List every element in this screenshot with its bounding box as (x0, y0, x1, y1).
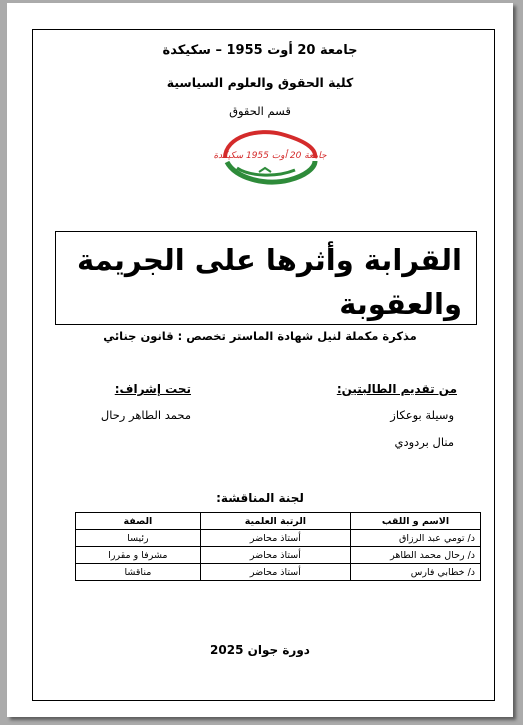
committee-heading: لجنة المناقشة: (216, 491, 304, 505)
document-page (7, 3, 513, 717)
member-role: رئيسا (76, 530, 201, 547)
supervisor-label: تحت إشراف: (114, 382, 191, 396)
member-rank: أستاذ محاضر (200, 564, 350, 581)
member-role: مشرفا و مقررا (76, 547, 201, 564)
table-row (76, 547, 481, 564)
department-name: قسم الحقوق (229, 104, 291, 118)
member-role: مناقشا (76, 564, 201, 581)
thesis-subtitle: مذكرة مكملة لنيل شهادة الماستر تخصص : قانون جنائي (103, 329, 417, 343)
student-name: وسيلة بوعكاز (390, 408, 454, 422)
university-name: جامعة 20 أوت 1955 – سكيكدة (162, 43, 358, 58)
table-row (76, 530, 481, 547)
member-name: د/ خطابي فارس (350, 564, 480, 581)
thesis-title-box (55, 231, 477, 325)
table-header-row (76, 513, 481, 530)
member-rank: أستاذ محاضر (200, 547, 350, 564)
university-logo (213, 128, 327, 188)
students-label: من تقديم الطالبتين: (336, 382, 457, 396)
committee-table (75, 512, 481, 581)
column-header-name: الاسم و اللقب (350, 513, 480, 530)
session-date: دورة جوان 2025 (210, 643, 310, 657)
column-header-role: الصفة (76, 513, 201, 530)
faculty-name: كلية الحقوق والعلوم السياسية (166, 75, 354, 90)
table-row (76, 564, 481, 581)
thesis-title: القرابة وأثرها على الجريمة والعقوبة (76, 243, 462, 321)
member-name: د/ تومي عبد الرزاق (350, 530, 480, 547)
logo-text: جامعة 20 أوت 1955 سكيكدة (213, 151, 327, 161)
column-header-rank: الرتبة العلمية (200, 513, 350, 530)
student-name: منال بردودي (394, 435, 454, 449)
member-rank: أستاذ محاضر (200, 530, 350, 547)
supervisor-name: محمد الطاهر رحال (100, 408, 191, 422)
member-name: د/ رحال محمد الطاهر (350, 547, 480, 564)
